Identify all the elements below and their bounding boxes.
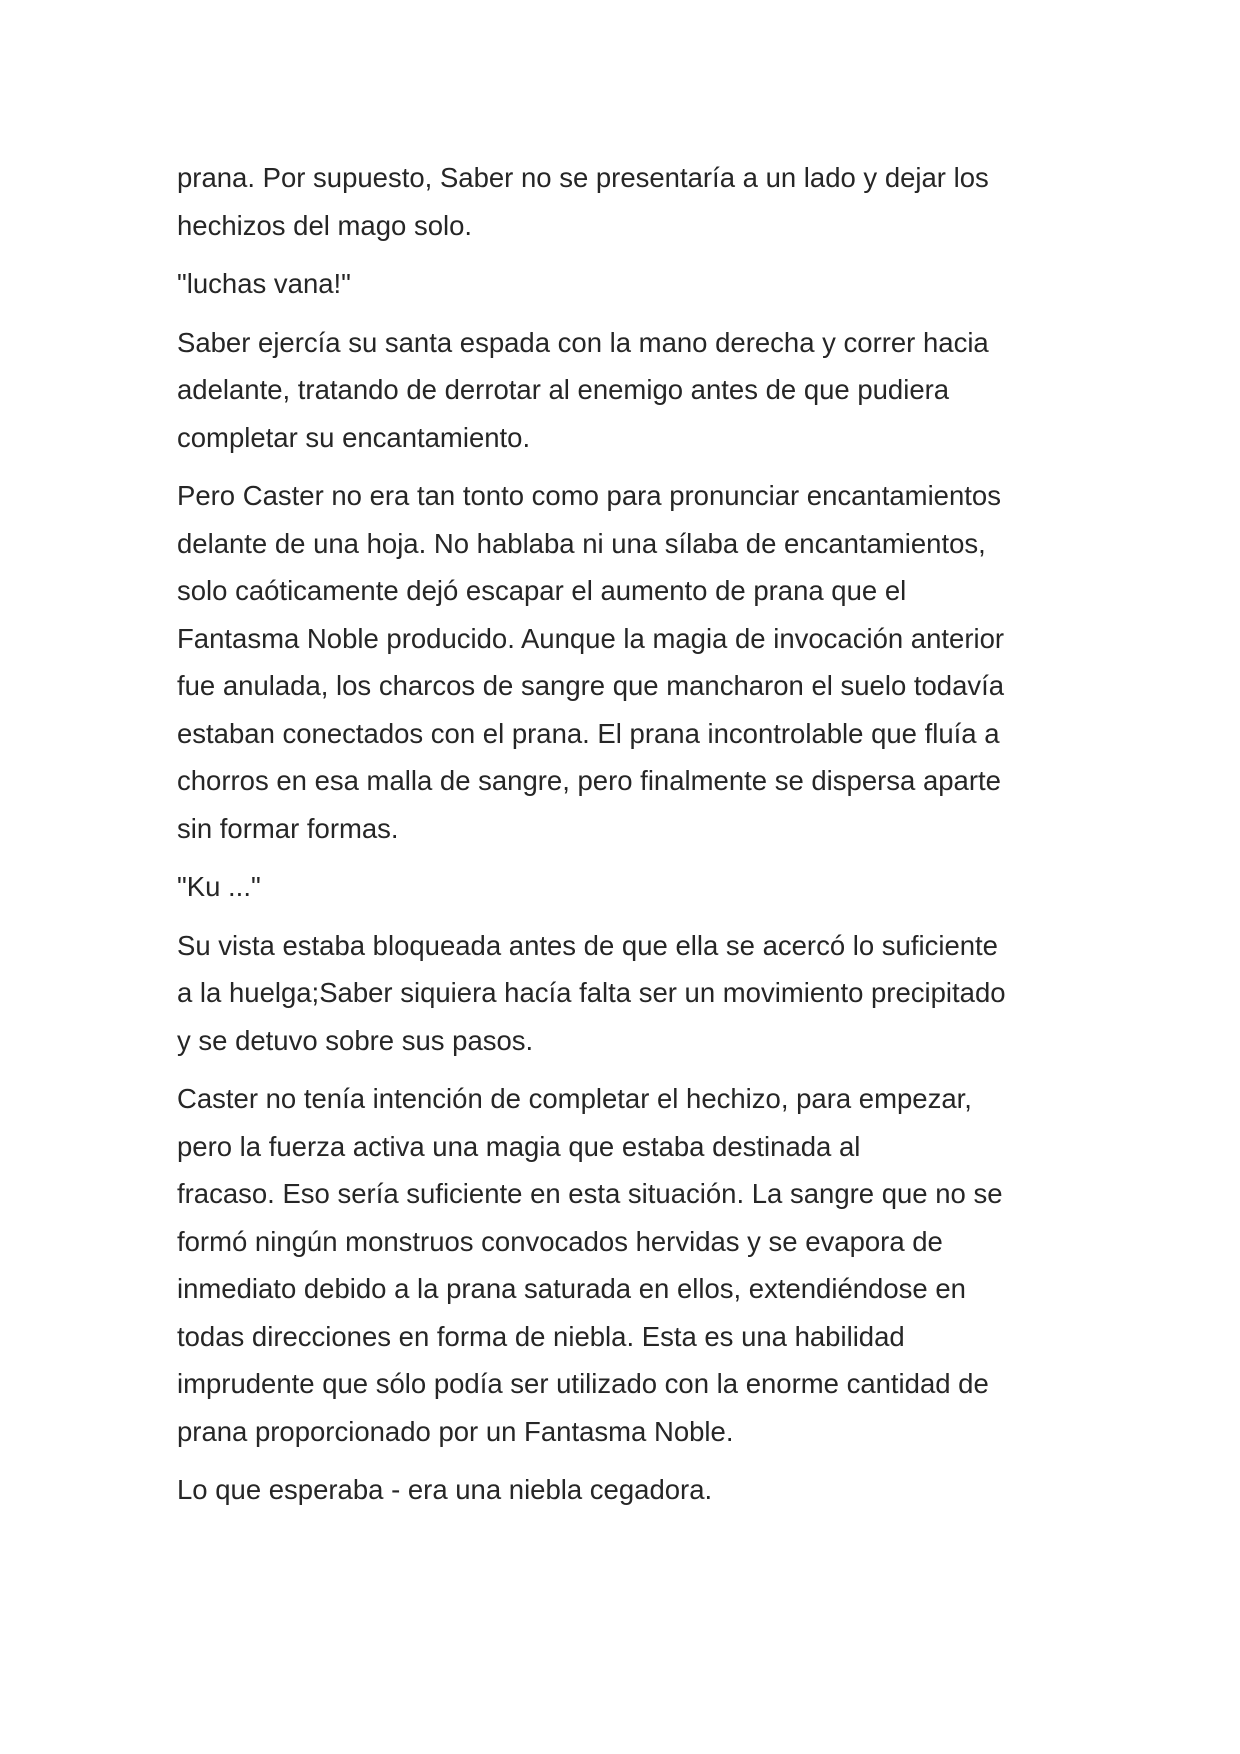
text-line: inmediato debido a la prana saturada en ellos, extendiéndose en bbox=[177, 1273, 966, 1304]
text-line: fracaso. Eso sería suficiente en esta situación. La sangre que no se bbox=[177, 1178, 1003, 1209]
text-line: prana proporcionado por un Fantasma Noble. bbox=[177, 1415, 734, 1447]
text-line: Pero Caster no era tan tonto como para pronunciar encantamientos bbox=[177, 480, 1001, 511]
text-line: completar su encantamiento. bbox=[177, 421, 531, 453]
text-line: Lo que esperaba - era una niebla cegadora. bbox=[177, 1474, 713, 1505]
text-line: fue anulada, los charcos de sangre que mancharon el suelo todavía bbox=[177, 670, 1005, 701]
paragraph bbox=[177, 472, 1077, 852]
text-line: Fantasma Noble producido. Aunque la magia de invocación anterior bbox=[177, 622, 1005, 654]
text-line: formó ningún monstruos convocados hervidas y se evapora de bbox=[177, 1225, 943, 1257]
text-line: chorros en esa malla de sangre, pero finalmente se dispersa aparte bbox=[177, 765, 1001, 796]
paragraph bbox=[177, 863, 1077, 911]
text-line: Su vista estaba bloqueada antes de que ella se acercó lo suficiente bbox=[177, 929, 998, 961]
paragraph bbox=[177, 1075, 1077, 1455]
text-line: adelante, tratando de derrotar al enemigo antes de que pudiera bbox=[177, 374, 950, 405]
text-line: delante de una hoja. No hablaba ni una sílaba de encantamientos, bbox=[177, 527, 986, 559]
text-line: "luchas vana!" bbox=[177, 268, 351, 299]
paragraph bbox=[177, 319, 1077, 462]
paragraph bbox=[177, 154, 1077, 249]
text-line: imprudente que sólo podía ser utilizado con la enorme cantidad de bbox=[177, 1368, 989, 1399]
text-line: estaban conectados con el prana. El prana incontrolable que fluía a bbox=[177, 717, 1000, 749]
text-line: pero la fuerza activa una magia que estaba destinada al bbox=[177, 1130, 861, 1162]
document-body bbox=[177, 154, 1077, 1525]
text-line: Caster no tenía intención de completar el hechizo, para empezar, bbox=[177, 1083, 972, 1114]
text-line: solo caóticamente dejó escapar el aumento de prana que el bbox=[177, 575, 907, 606]
text-line: prana. Por supuesto, Saber no se presentaría a un lado y dejar los bbox=[177, 162, 989, 193]
paragraph bbox=[177, 1466, 1077, 1514]
text-line: Saber ejercía su santa espada con la mano derecha y correr hacia bbox=[177, 326, 989, 358]
text-line: hechizos del mago solo. bbox=[177, 209, 473, 241]
paragraph bbox=[177, 922, 1077, 1065]
text-line: todas direcciones en forma de niebla. Esta es una habilidad bbox=[177, 1320, 905, 1352]
paragraph bbox=[177, 260, 1077, 308]
text-line: "Ku ..." bbox=[177, 871, 261, 902]
text-line: y se detuvo sobre sus pasos. bbox=[177, 1024, 534, 1056]
text-line: sin formar formas. bbox=[177, 812, 399, 844]
text-line: a la huelga;Saber siquiera hacía falta ser un movimiento precipitado bbox=[177, 977, 1006, 1008]
